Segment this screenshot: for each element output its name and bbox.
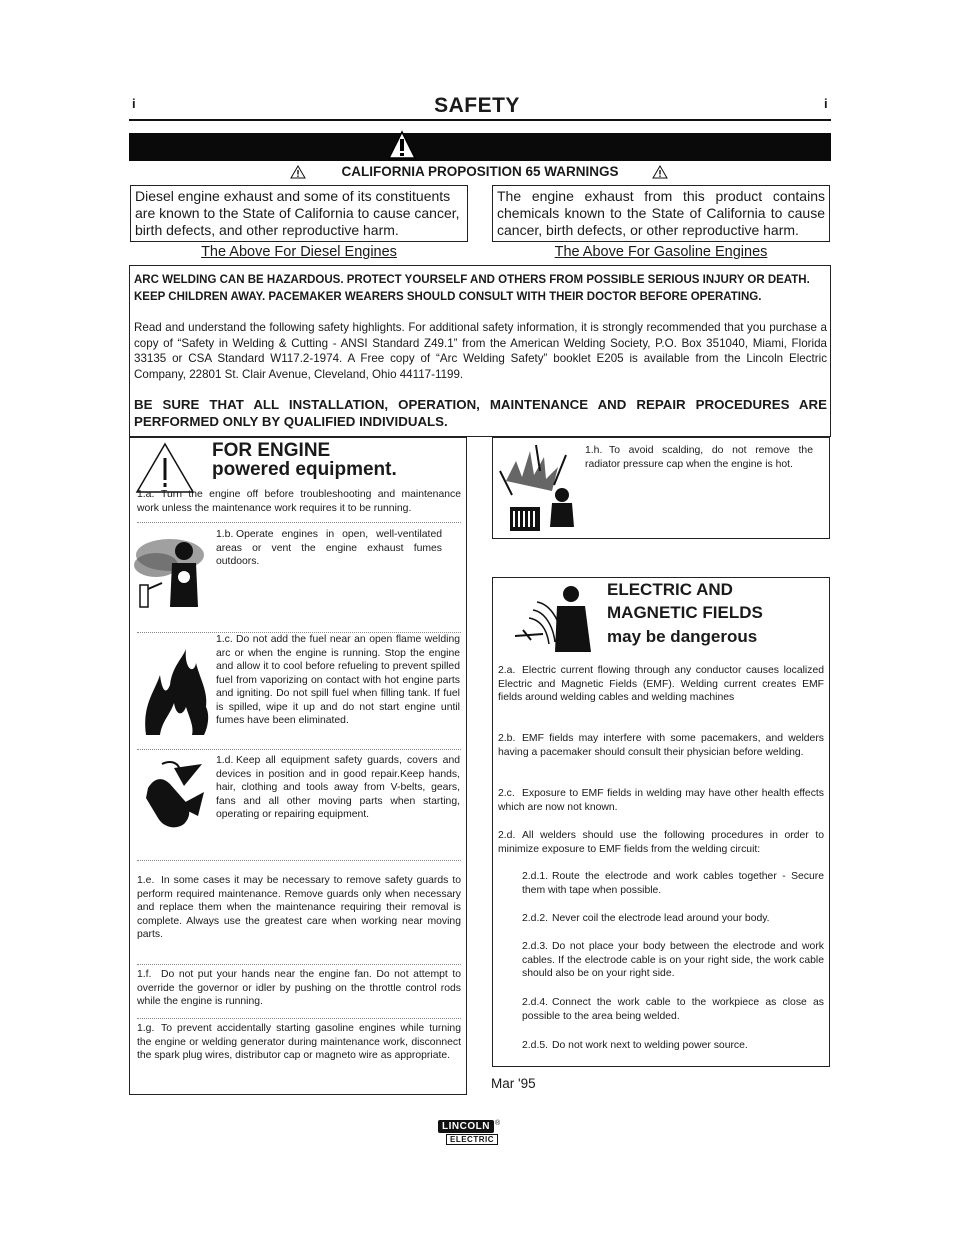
item-1c bbox=[216, 633, 460, 728]
radiator-steam-icon bbox=[496, 441, 576, 535]
item-text: All welders should use the following procedures in order to minimize exposure to EMF fields from the welding circuit: bbox=[498, 830, 824, 855]
item-2d4 bbox=[522, 996, 824, 1023]
hazard-line-2: KEEP CHILDREN AWAY. PACEMAKER WEARERS SHOULD CONSULT WITH THEIR DOCTOR BEFORE OPERATING. bbox=[134, 291, 762, 303]
item-label: 2.d.3. bbox=[522, 941, 548, 952]
item-1f bbox=[137, 968, 461, 1009]
item-label: 2.d. bbox=[498, 830, 516, 841]
hazard-line-1: ARC WELDING CAN BE HAZARDOUS. PROTECT YOURSELF AND OTHERS FROM POSSIBLE SERIOUS INJURY OR DEATH. bbox=[134, 274, 810, 286]
item-2d1 bbox=[522, 870, 824, 897]
diesel-warning-text: Diesel engine exhaust and some of its constituents are known to the State of California to cause cancer, birth defects, and other reproductive harm. bbox=[135, 188, 460, 238]
item-text: To avoid scalding, do not remove the radiator pressure cap when the engine is hot. bbox=[585, 445, 813, 470]
welder-emf-icon bbox=[513, 582, 601, 654]
logo-top-text: LINCOLN bbox=[438, 1120, 494, 1133]
page-number-right: i bbox=[824, 96, 828, 111]
emf-heading-2: MAGNETIC FIELDS bbox=[607, 603, 763, 622]
item-1e bbox=[137, 874, 461, 942]
item-label: 2.d.1. bbox=[522, 871, 548, 882]
item-2d5 bbox=[522, 1039, 824, 1053]
item-2c bbox=[498, 787, 824, 814]
exhaust-fumes-icon bbox=[132, 533, 206, 609]
item-label: 1.g. bbox=[137, 1023, 155, 1034]
item-label: 1.h. bbox=[585, 445, 603, 456]
divider bbox=[137, 522, 461, 523]
moving-parts-hand-icon bbox=[140, 758, 208, 830]
logo-bottom-text: ELECTRIC bbox=[446, 1134, 498, 1145]
item-text: Do not put your hands near the engine fan. Do not attempt to override the governor or idler by pushing on the throttle control rods while the engine is running. bbox=[137, 969, 461, 1007]
item-label: 1.c. bbox=[216, 634, 233, 645]
fire-flame-icon bbox=[140, 645, 212, 737]
item-1h bbox=[585, 444, 813, 471]
emf-heading-3: may be dangerous bbox=[607, 627, 758, 646]
item-label: 1.f. bbox=[137, 969, 152, 980]
item-text: Do not add the fuel near an open flame welding arc or when the engine is running. Stop the engine and allow it to cool before refueling to prevent spilled fuel from vaporizing on contact with hot engine parts and igniting. Do not spill fuel when filling tank. If fuel is spilled, wipe it up and do not start engine until fumes have been eliminated. bbox=[216, 634, 460, 726]
item-text: Do not work next to welding power source. bbox=[552, 1040, 748, 1051]
warning-bar bbox=[129, 133, 831, 161]
item-text: EMF fields may interfere with some pacemakers, and welders having a pacemaker should consult their physician before welding. bbox=[498, 733, 824, 758]
diesel-caption: The Above For Diesel Engines bbox=[201, 244, 397, 260]
warning-small-icon bbox=[652, 165, 668, 179]
engine-heading-1: FOR ENGINE bbox=[212, 440, 331, 461]
item-label: 1.a. bbox=[137, 489, 155, 500]
item-2d2 bbox=[522, 912, 824, 926]
logo-registered-mark: ® bbox=[494, 1120, 501, 1127]
item-2d3 bbox=[522, 940, 824, 981]
divider bbox=[137, 749, 461, 750]
item-1d bbox=[216, 754, 460, 822]
divider bbox=[137, 964, 461, 965]
item-text: Do not place your body between the electrode and work cables. If the electrode cable is on your right side, the work cable should also be on your right side. bbox=[522, 941, 824, 979]
prop65-title: CALIFORNIA PROPOSITION 65 WARNINGS bbox=[341, 164, 619, 179]
item-label: 1.d. bbox=[216, 755, 234, 766]
item-1a bbox=[137, 488, 461, 515]
item-text: Operate engines in open, well-ventilated areas or vent the engine exhaust fumes outdoors. bbox=[216, 529, 442, 567]
qualified-individuals-notice: BE SURE THAT ALL INSTALLATION, OPERATION, MAINTENANCE AND REPAIR PROCEDURES ARE PERFORMED ONLY BY QUALIFIED INDIVIDUALS. bbox=[134, 397, 827, 429]
item-text: Turn the engine off before troubleshooting and maintenance work unless the maintenance work requires it to be running. bbox=[137, 489, 461, 514]
item-text: Electric current flowing through any conductor causes localized Electric and Magnetic Fields (EMF). Welding current creates EMF fields around welding cables and welding machines bbox=[498, 665, 824, 703]
item-label: 1.b. bbox=[216, 529, 234, 540]
item-text: Connect the work cable to the workpiece as close as possible to the area being welded. bbox=[522, 997, 824, 1022]
gasoline-warning-box bbox=[492, 185, 830, 242]
item-text: Route the electrode and work cables together - Secure them with tape when possible. bbox=[522, 871, 824, 896]
page-title: SAFETY bbox=[434, 94, 520, 117]
item-label: 2.c. bbox=[498, 788, 515, 799]
item-label: 2.d.2. bbox=[522, 913, 548, 924]
item-label: 2.d.5. bbox=[522, 1040, 548, 1051]
item-label: 2.d.4. bbox=[522, 997, 548, 1008]
item-text: In some cases it may be necessary to remove safety guards to perform required maintenance. Remove guards only when necessary and replace them when the maintenance requiring their removal is complete. Always use the greatest care when working near moving parts. bbox=[137, 875, 461, 940]
item-label: 2.a. bbox=[498, 665, 516, 676]
divider bbox=[137, 860, 461, 861]
warning-triangle-icon bbox=[387, 130, 417, 160]
gasoline-caption: The Above For Gasoline Engines bbox=[554, 244, 768, 260]
item-label: 2.b. bbox=[498, 733, 516, 744]
emf-heading-1: ELECTRIC AND bbox=[607, 580, 733, 599]
item-1g bbox=[137, 1022, 461, 1063]
item-2b bbox=[498, 732, 824, 759]
item-text: Keep all equipment safety guards, covers and devices in position and in good repair.Keep hands, hair, clothing and tools away from V-belts, gears, fans and all other moving parts when starting, operating or repairing equipment. bbox=[216, 755, 460, 820]
title-rule bbox=[129, 119, 831, 121]
diesel-warning-box bbox=[130, 185, 468, 242]
item-text: Never coil the electrode lead around your body. bbox=[552, 913, 770, 924]
item-text: Exposure to EMF fields in welding may have other health effects which are now not known. bbox=[498, 788, 824, 813]
item-label: 1.e. bbox=[137, 875, 155, 886]
divider bbox=[137, 1018, 461, 1019]
item-1b bbox=[216, 528, 442, 569]
item-2d bbox=[498, 829, 824, 856]
item-text: To prevent accidentally starting gasoline engines while turning the engine or welding generator during maintenance work, disconnect the spark plug wires, distributor cap or magneto wire as appropriate. bbox=[137, 1023, 461, 1061]
engine-heading-2: powered equipment. bbox=[212, 459, 397, 480]
page-number-left: i bbox=[132, 96, 136, 111]
revision-date: Mar '95 bbox=[491, 1076, 536, 1091]
lincoln-electric-logo bbox=[438, 1120, 500, 1145]
safety-reading-paragraph: Read and understand the following safety highlights. For additional safety information, it is strongly recommended that you purchase a copy of “Safety in Welding & Cutting - ANSI Standard Z49.1” from the American Welding Society, P.O. Box 351040, Miami, Florida 33135 or CSA Standard W117.2-1974. A Free copy of “Arc Welding Safety” booklet E205 is available from the Lincoln Electric Company, 22801 St. Clair Avenue, Cleveland, Ohio 44117-1199. bbox=[134, 321, 827, 381]
item-2a bbox=[498, 664, 824, 705]
gasoline-warning-text: The engine exhaust from this product contains chemicals known to the State of California to cause cancer, birth defects, or other reproductive harm. bbox=[497, 188, 825, 238]
